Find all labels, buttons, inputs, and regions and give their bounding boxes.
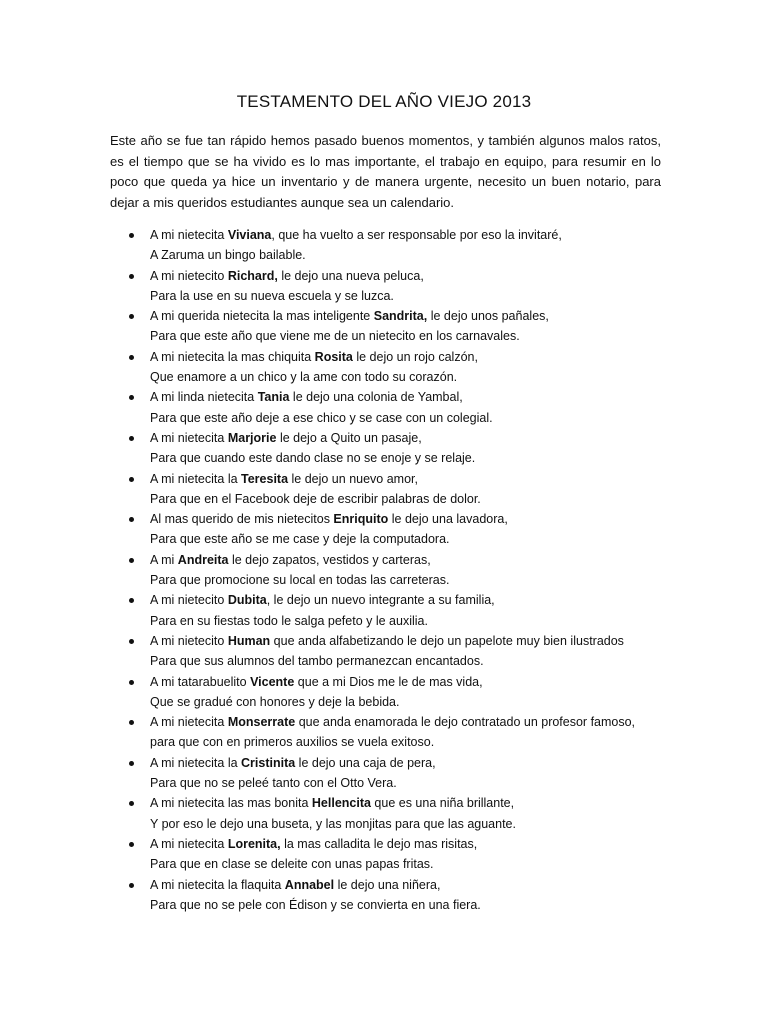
list-item-pre: A mi nietecita (150, 715, 228, 730)
list-item-line-2: Y por eso le dejo una buseta, y las monjitas para que las aguante. (150, 816, 516, 831)
list-item-line-2: Para que este año deje a ese chico y se case con un colegial. (150, 410, 493, 425)
list-item-post: que es una niña brillante, (370, 796, 515, 811)
list-item (110, 266, 670, 307)
list-item-line-1 (150, 834, 670, 854)
bullet-icon (129, 436, 134, 441)
list-item-pre: A mi nietecito (150, 268, 228, 283)
bullet-icon (129, 274, 134, 279)
list-item-line-1 (150, 793, 670, 813)
list-item-line-1 (150, 875, 670, 895)
list-item-line-1 (150, 672, 670, 692)
list-item-name: Andreita (177, 552, 229, 567)
list-item-line-2: Que se gradué con honores y deje la bebida. (150, 694, 400, 709)
intro-paragraph: Este año se fue tan rápido hemos pasado buenos momentos, y también algunos malos ratos, es el tiempo que se ha vivido es lo mas importante, el trabajo en equipo, para resumir en lo poco que queda ya hice un inventario y de manera urgente, necesito un buen notario, para dejar a mis queridos estudiantes aunque sea un calendario. (110, 133, 661, 210)
list-item-pre: A mi nietecito (150, 633, 228, 648)
list-item-line-2: Para que cuando este dando clase no se enoje y se relaje. (150, 451, 476, 466)
list-item-name: Hellencita (311, 796, 371, 811)
bullet-icon (129, 761, 134, 766)
bullet-icon (129, 883, 134, 888)
list-item-post: le dejo un rojo calzón, (352, 349, 478, 364)
bullet-icon (129, 801, 134, 806)
list-item-post: , que ha vuelto a ser responsable por eso la invitaré, (271, 228, 562, 242)
list-item-line-2: Para que no se pele con Édison y se convierta en una fiera. (150, 897, 481, 912)
list-item-name: Annabel (284, 877, 335, 892)
list-item-post: le dejo una niñera, (334, 877, 441, 892)
list-item-pre: A mi tatarabuelito (150, 674, 251, 689)
list-item-pre: A mi nietecita (150, 836, 228, 851)
list-item-name: Lorenita, (227, 836, 281, 851)
list-item-post: le dejo un nuevo amor, (288, 471, 418, 486)
list-item-line-1 (150, 590, 670, 610)
list-item-pre: Al mas querido de mis nietecitos (150, 512, 334, 527)
list-item-name: Sandrita, (373, 309, 428, 324)
list-item-line-2: para que con en primeros auxilios se vuela exitoso. (150, 735, 435, 750)
list-item (110, 875, 670, 916)
list-item-pre: A mi nietecita (150, 430, 228, 445)
bullet-icon (129, 395, 134, 400)
list-item-line-2: Para la use en su nueva escuela y se luzca. (150, 288, 394, 303)
list-item (110, 753, 670, 794)
bullet-icon (129, 558, 134, 563)
bullet-icon (129, 720, 134, 725)
list-item-post: que a mi Dios me le de mas vida, (294, 674, 483, 689)
list-item-line-1 (150, 266, 670, 286)
list-item (110, 469, 670, 510)
list-item-name: Monserrate (227, 715, 296, 730)
list-item-name: Viviana (227, 228, 272, 242)
list-item-line-1 (150, 306, 670, 326)
list-item-post: que anda alfabetizando le dejo un papelote muy bien ilustrados (270, 633, 624, 648)
list-item-line-1 (150, 631, 670, 651)
list-item-pre: A mi nietecita la (150, 755, 242, 770)
list-item-line-1 (150, 509, 670, 529)
bullet-icon (129, 639, 134, 644)
list-item-name: Cristinita (241, 755, 296, 770)
list-item-line-1 (150, 712, 670, 732)
list-item-post: la mas calladita le dejo mas risitas, (280, 836, 478, 851)
bullet-icon (129, 477, 134, 482)
list-item-pre: A mi nietecita (150, 228, 228, 242)
list-item-pre: A mi nietecita las mas bonita (150, 796, 312, 811)
bullet-icon (129, 355, 134, 360)
list-item (110, 672, 670, 713)
list-item-line-1 (150, 469, 670, 489)
list-item (110, 387, 670, 428)
list-item-post: le dejo una lavadora, (388, 512, 508, 527)
list-item (110, 712, 670, 753)
list-item-pre: A mi querida nietecita la mas inteligente (150, 309, 374, 324)
list-item-name: Human (227, 633, 271, 648)
list-item-line-2: Para que no se peleé tanto con el Otto Vera. (150, 776, 397, 791)
list-item-post: le dejo una nueva peluca, (277, 268, 424, 283)
list-item (110, 793, 670, 834)
list-item-name: Enriquito (333, 512, 389, 527)
list-item-line-2: A Zaruma un bingo bailable. (150, 248, 306, 263)
list-item (110, 347, 670, 388)
list-item-name: Teresita (241, 471, 289, 486)
list-item-line-1 (150, 347, 670, 367)
list-item-pre: A mi linda nietecita (150, 390, 258, 405)
list-item-pre: A mi nietecita la flaquita (150, 877, 285, 892)
list-item-name: Vicente (250, 674, 295, 689)
list-item-line-1 (150, 428, 670, 448)
list-item-name: Marjorie (227, 430, 277, 445)
list-item-line-1 (150, 387, 670, 407)
list-item-post: , le dejo un nuevo integrante a su familia, (266, 593, 495, 608)
list-item-post: que anda enamorada le dejo contratado un profesor famoso, (295, 715, 636, 730)
list-item (110, 428, 670, 469)
list-item-line-2: Para que en el Facebook deje de escribir palabras de dolor. (150, 491, 481, 506)
bequest-list (110, 225, 670, 915)
list-item-post: le dejo zapatos, vestidos y carteras, (228, 552, 431, 567)
list-item (110, 550, 670, 591)
list-item-pre: A mi (150, 552, 178, 567)
document-title: TESTAMENTO DEL AÑO VIEJO 2013 (236, 92, 532, 111)
list-item-name: Richard, (227, 268, 278, 283)
list-item-line-2: Para que este año se me case y deje la computadora. (150, 532, 450, 547)
list-item-line-2: Para en su fiestas todo le salga pefeto y le auxilia. (150, 613, 428, 628)
list-item-post: le dejo unos pañales, (427, 309, 549, 324)
bullet-icon (129, 314, 134, 319)
bullet-icon (129, 842, 134, 847)
list-item (110, 306, 670, 347)
list-item (110, 590, 670, 631)
list-item-line-2: Para que este año que viene me de un nietecito en los carnavales. (150, 329, 520, 344)
list-item (110, 834, 670, 875)
list-item-name: Rosita (314, 349, 353, 364)
list-item-pre: A mi nietecita la mas chiquita (150, 349, 315, 364)
list-item-line-2: Para que promocione su local en todas las carreteras. (150, 573, 450, 588)
list-item (110, 509, 670, 550)
bullet-icon (129, 233, 134, 238)
list-item-line-2: Para que en clase se deleite con unas papas fritas. (150, 857, 434, 872)
list-item-name: Tania (257, 390, 290, 405)
list-item-line-1 (150, 225, 670, 245)
list-item-line-1 (150, 753, 670, 773)
list-item-post: le dejo a Quito un pasaje, (276, 430, 422, 445)
bullet-icon (129, 517, 134, 522)
list-item-post: le dejo una caja de pera, (295, 755, 436, 770)
list-item-pre: A mi nietecito (150, 593, 228, 608)
bullet-icon (129, 680, 134, 685)
bullet-icon (129, 598, 134, 603)
list-item-line-1 (150, 550, 670, 570)
list-item-name: Dubita (227, 593, 267, 608)
list-item-line-2: Para que sus alumnos del tambo permanezcan encantados. (150, 654, 484, 669)
list-item-post: le dejo una colonia de Yambal, (289, 390, 463, 405)
list-item (110, 631, 670, 672)
list-item-pre: A mi nietecita la (150, 471, 242, 486)
list-item-line-2: Que enamore a un chico y la ame con todo su corazón. (150, 370, 458, 385)
list-item (110, 225, 670, 266)
